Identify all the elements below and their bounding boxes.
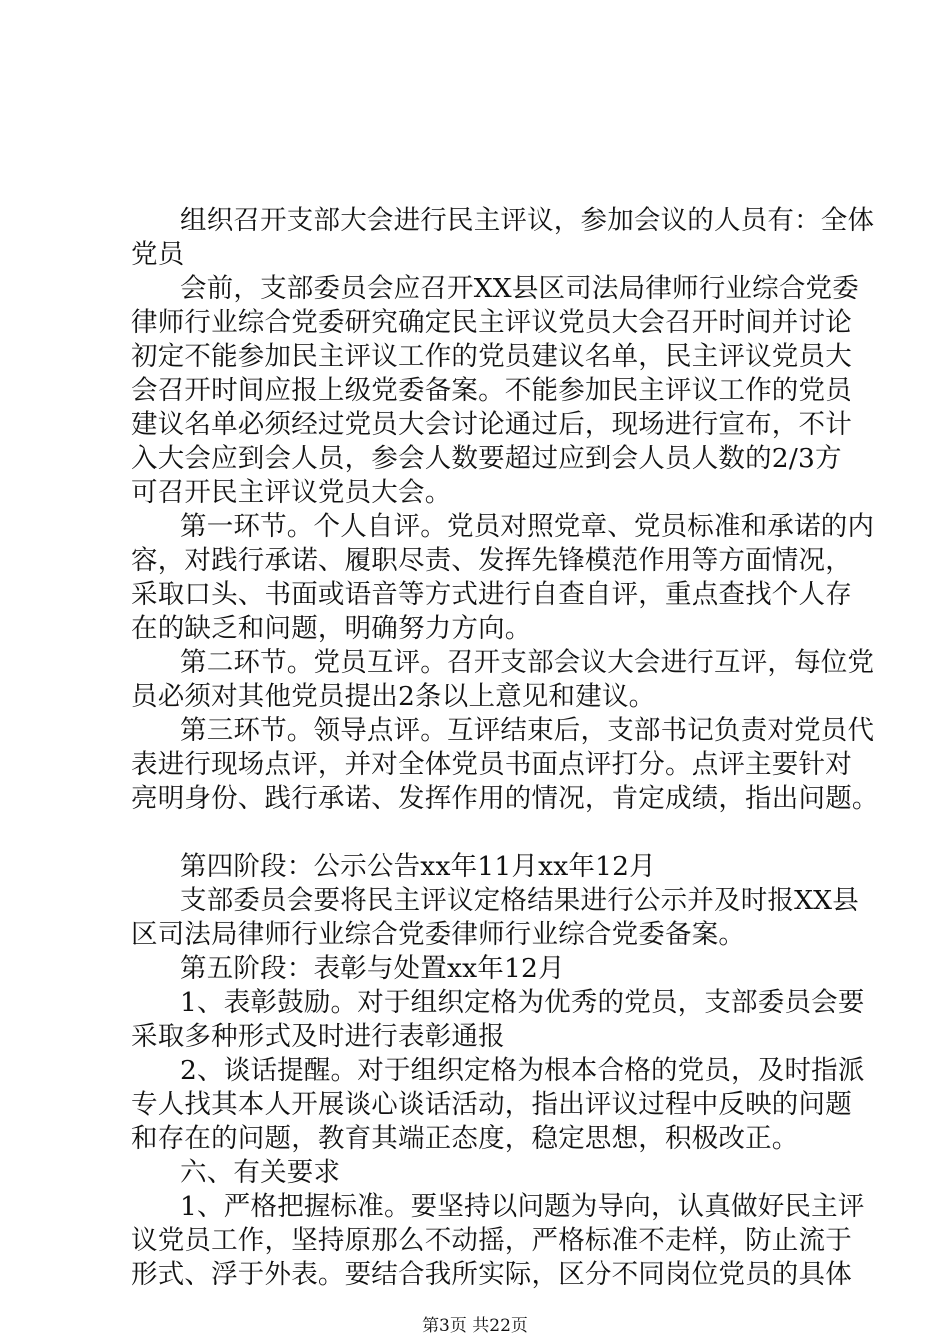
- text-line: 会召开时间应报上级党委备案。不能参加民主评议工作的党员: [131, 375, 852, 406]
- text-line: 可召开民主评议党员大会。: [131, 477, 452, 508]
- text-line: 员必须对其他党员提出2条以上意见和建议。: [131, 681, 656, 712]
- text-line: 议党员工作，坚持原那么不动摇，严格标准不走样，防止流于: [131, 1225, 852, 1256]
- text-line: 形式、浮于外表。要结合我所实际，区分不同岗位党员的具体: [131, 1259, 852, 1290]
- text-line: 组织召开支部大会进行民主评议，参加会议的人员有：全体: [180, 205, 875, 236]
- text-line: 支部委员会要将民主评议定格结果进行公示并及时报XX县: [180, 885, 859, 916]
- text-line: 亮明身份、践行承诺、发挥作用的情况，肯定成绩，指出问题。: [131, 783, 879, 814]
- text-line: 初定不能参加民主评议工作的党员建议名单，民主评议党员大: [131, 341, 852, 372]
- text-line: 入大会应到会人员，参会人数要超过应到会人员人数的2/3方: [131, 443, 842, 474]
- text-line: 第二环节。党员互评。召开支部会议大会进行互评，每位党: [180, 647, 875, 678]
- text-line: 和存在的问题，教育其端正态度，稳定思想，积极改正。: [131, 1123, 799, 1154]
- text-line: 第一环节。个人自评。党员对照党章、党员标准和承诺的内: [180, 511, 875, 542]
- text-line: 会前，支部委员会应召开XX县区司法局律师行业综合党委: [180, 273, 859, 304]
- text-line: 第三环节。领导点评。互评结束后，支部书记负责对党员代: [180, 715, 875, 746]
- text-line: 表进行现场点评，并对全体党员书面点评打分。点评主要针对: [131, 749, 852, 780]
- text-line: 1、严格把握标准。要坚持以问题为导向，认真做好民主评: [180, 1191, 865, 1222]
- page-number: 第3页 共22页: [422, 1316, 528, 1336]
- text-line: 采取多种形式及时进行表彰通报: [131, 1021, 505, 1052]
- text-line: 采取口头、书面或语音等方式进行自查自评，重点查找个人存: [131, 579, 852, 610]
- text-line: 2、谈话提醒。对于组织定格为根本合格的党员，及时指派: [180, 1055, 865, 1086]
- text-line: 建议名单必须经过党员大会讨论通过后，现场进行宣布，不计: [131, 409, 852, 440]
- text-line: 第五阶段：表彰与处置xx年12月: [180, 953, 565, 984]
- text-line: 在的缺乏和问题，明确努力方向。: [131, 613, 532, 644]
- text-line: 容，对践行承诺、履职尽责、发挥先锋模范作用等方面情况，: [131, 545, 852, 576]
- text-line: 律师行业综合党委研究确定民主评议党员大会召开时间并讨论: [131, 307, 852, 338]
- text-line: 党员: [131, 239, 185, 270]
- text-line: 第四阶段：公示公告xx年11月xx年12月: [180, 851, 656, 882]
- text-line: 区司法局律师行业综合党委律师行业综合党委备案。: [131, 919, 746, 950]
- text-line: 六、有关要求: [180, 1157, 341, 1188]
- text-line: 专人找其本人开展谈心谈话活动，指出评议过程中反映的问题: [131, 1089, 852, 1120]
- text-line: 1、表彰鼓励。对于组织定格为优秀的党员，支部委员会要: [180, 987, 865, 1018]
